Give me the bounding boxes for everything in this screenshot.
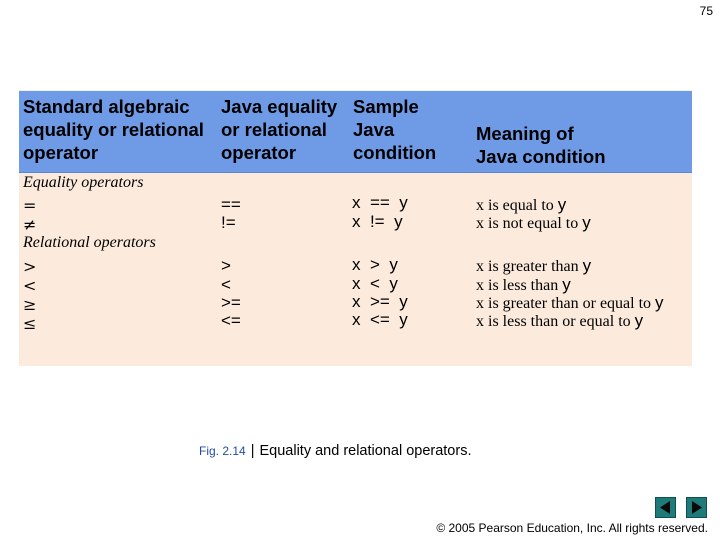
left-arrow-icon [656, 498, 675, 517]
java-operator: < [221, 275, 231, 294]
copyright-notice: © 2005 Pearson Education, Inc. All rights reserved. [436, 521, 708, 535]
algebraic-symbol: < [23, 276, 37, 295]
algebraic-symbol: ≥ [23, 295, 37, 314]
java-operator: != [221, 213, 236, 232]
right-arrow-icon [687, 498, 706, 517]
condition-meaning: x is less than y [476, 275, 571, 294]
sample-condition: x <= y [352, 310, 408, 329]
operators-table [19, 90, 692, 366]
header-algebraic-operator: Standard algebraic equality or relational operator [23, 96, 204, 163]
figure-label: Fig. 2.14 [199, 444, 246, 458]
section-title-equality: Equality operators [23, 174, 144, 191]
condition-meaning: x is less than or equal to y [476, 311, 644, 330]
java-operator: >= [221, 293, 241, 312]
header-java-operator: Java equality or relational operator [221, 96, 338, 163]
condition-meaning: x is not equal to y [476, 213, 591, 232]
algebraic-symbol: > [23, 257, 37, 276]
caption-separator: | [250, 443, 255, 459]
header-meaning: Meaning of Java condition [476, 123, 606, 167]
section-title-relational: Relational operators [23, 234, 156, 251]
figure-caption [199, 443, 471, 459]
header-divider [19, 172, 692, 173]
page-number: 75 [699, 4, 713, 18]
condition-meaning: x is greater than y [476, 256, 592, 275]
header-sample-condition: Sample Java condition [353, 96, 437, 163]
java-operator: <= [221, 311, 241, 330]
sample-condition: x < y [352, 274, 398, 293]
algebraic-symbol: ≤ [23, 314, 37, 333]
sample-condition: x > y [352, 255, 398, 274]
previous-slide-button[interactable] [655, 497, 676, 518]
condition-meaning: x is equal to y [476, 195, 567, 214]
condition-meaning: x is greater than or equal to y [476, 293, 664, 312]
java-operator: > [221, 256, 231, 275]
java-operator: == [221, 195, 241, 214]
next-slide-button[interactable] [686, 497, 707, 518]
table-header [19, 90, 692, 172]
algebraic-symbol: ≠ [23, 215, 37, 234]
sample-condition: x == y [352, 193, 408, 212]
sample-condition: x != y [352, 212, 403, 231]
caption-text: Equality and relational operators. [259, 443, 472, 459]
sample-condition: x >= y [352, 292, 408, 311]
algebraic-symbol: = [23, 196, 37, 215]
